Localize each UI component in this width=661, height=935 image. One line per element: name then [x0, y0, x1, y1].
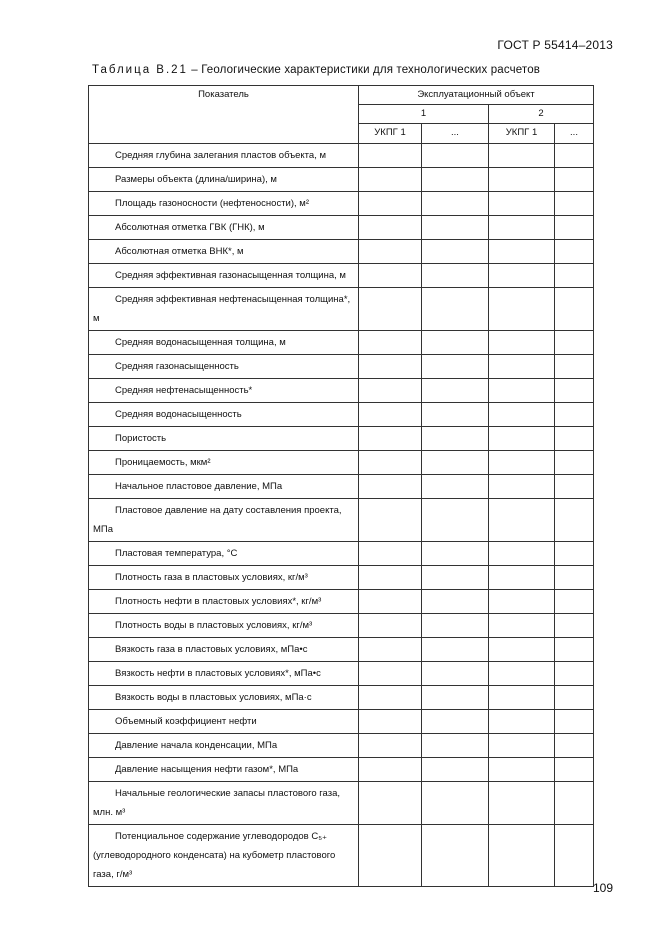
table-caption: [92, 64, 540, 76]
value-cell: [489, 264, 555, 288]
table-row: [89, 825, 594, 887]
value-cell: [422, 168, 489, 192]
indicator-label: Средняя эффективная нефтенасыщенная толщина*, м: [89, 288, 359, 331]
subheader-ukpg: УКПГ 1: [359, 124, 422, 144]
value-cell: [555, 499, 594, 542]
indicator-label: Потенциальное содержание углеводородов C₅₊ (углеводородного конденсата) на кубометр пластового газа, г/м³: [89, 825, 359, 887]
value-cell: [489, 288, 555, 331]
value-cell: [422, 614, 489, 638]
indicator-label: Давление начала конденсации, МПа: [89, 734, 359, 758]
value-cell: [359, 216, 422, 240]
indicator-label: Начальные геологические запасы пластового газа, млн. м³: [89, 782, 359, 825]
value-cell: [359, 403, 422, 427]
table-row: [89, 662, 594, 686]
value-cell: [489, 451, 555, 475]
value-cell: [359, 734, 422, 758]
value-cell: [359, 710, 422, 734]
standard-number: ГОСТ Р 55414–2013: [497, 38, 613, 52]
table-row: [89, 216, 594, 240]
value-cell: [555, 403, 594, 427]
header-indicator: Показатель: [89, 86, 359, 144]
value-cell: [555, 288, 594, 331]
header-object-1: 1: [359, 105, 489, 124]
value-cell: [422, 264, 489, 288]
value-cell: [359, 355, 422, 379]
value-cell: [359, 662, 422, 686]
value-cell: [489, 475, 555, 499]
value-cell: [422, 782, 489, 825]
value-cell: [422, 379, 489, 403]
indicator-label: Вязкость газа в пластовых условиях, мПа•с: [89, 638, 359, 662]
indicator-label: Размеры объекта (длина/ширина), м: [89, 168, 359, 192]
value-cell: [555, 192, 594, 216]
value-cell: [359, 638, 422, 662]
value-cell: [422, 216, 489, 240]
value-cell: [359, 264, 422, 288]
value-cell: [422, 475, 489, 499]
indicator-label: Давление насыщения нефти газом*, МПа: [89, 758, 359, 782]
indicator-label: Средняя водонасыщенность: [89, 403, 359, 427]
value-cell: [489, 614, 555, 638]
value-cell: [422, 734, 489, 758]
value-cell: [359, 542, 422, 566]
value-cell: [359, 168, 422, 192]
value-cell: [555, 427, 594, 451]
value-cell: [555, 240, 594, 264]
value-cell: [489, 542, 555, 566]
table-row: [89, 192, 594, 216]
value-cell: [359, 331, 422, 355]
value-cell: [555, 614, 594, 638]
value-cell: [555, 566, 594, 590]
value-cell: [359, 782, 422, 825]
value-cell: [422, 427, 489, 451]
table-row: [89, 686, 594, 710]
value-cell: [555, 144, 594, 168]
subheader-ukpg: УКПГ 1: [489, 124, 555, 144]
value-cell: [422, 499, 489, 542]
table-row: [89, 499, 594, 542]
indicator-label: Средняя нефтенасыщенность*: [89, 379, 359, 403]
value-cell: [555, 379, 594, 403]
indicator-label: Абсолютная отметка ВНК*, м: [89, 240, 359, 264]
table-row: [89, 475, 594, 499]
indicator-label: Плотность воды в пластовых условиях, кг/м³: [89, 614, 359, 638]
indicator-label: Вязкость нефти в пластовых условиях*, мПа•с: [89, 662, 359, 686]
value-cell: [555, 686, 594, 710]
indicator-label: Средняя глубина залегания пластов объекта, м: [89, 144, 359, 168]
value-cell: [359, 451, 422, 475]
value-cell: [555, 168, 594, 192]
indicator-label: Абсолютная отметка ГВК (ГНК), м: [89, 216, 359, 240]
value-cell: [489, 734, 555, 758]
value-cell: [422, 662, 489, 686]
value-cell: [489, 566, 555, 590]
value-cell: [489, 403, 555, 427]
value-cell: [489, 662, 555, 686]
value-cell: [489, 499, 555, 542]
value-cell: [555, 216, 594, 240]
subheader-ellipsis: ...: [422, 124, 489, 144]
table-row: [89, 758, 594, 782]
table-row: [89, 355, 594, 379]
value-cell: [489, 240, 555, 264]
table-row: [89, 590, 594, 614]
indicator-label: Площадь газоносности (нефтеносности), м²: [89, 192, 359, 216]
geology-table: [88, 85, 594, 887]
value-cell: [555, 638, 594, 662]
table-row: [89, 144, 594, 168]
value-cell: [555, 710, 594, 734]
indicator-label: Пористость: [89, 427, 359, 451]
value-cell: [422, 638, 489, 662]
value-cell: [555, 662, 594, 686]
value-cell: [489, 782, 555, 825]
value-cell: [555, 782, 594, 825]
value-cell: [555, 475, 594, 499]
value-cell: [359, 590, 422, 614]
value-cell: [422, 288, 489, 331]
value-cell: [555, 542, 594, 566]
table-caption-label: Таблица В.21: [92, 64, 188, 76]
value-cell: [422, 758, 489, 782]
table-row: [89, 240, 594, 264]
table-row: [89, 403, 594, 427]
value-cell: [489, 427, 555, 451]
value-cell: [489, 686, 555, 710]
indicator-label: Пластовая температура, °С: [89, 542, 359, 566]
table-row: [89, 264, 594, 288]
subheader-ellipsis: ...: [555, 124, 594, 144]
table-row: [89, 782, 594, 825]
indicator-label: Средняя газонасыщенность: [89, 355, 359, 379]
value-cell: [489, 710, 555, 734]
value-cell: [555, 264, 594, 288]
table-row: [89, 614, 594, 638]
value-cell: [489, 355, 555, 379]
value-cell: [555, 734, 594, 758]
value-cell: [359, 499, 422, 542]
table-row: [89, 710, 594, 734]
indicator-label: Вязкость воды в пластовых условиях, мПа·с: [89, 686, 359, 710]
value-cell: [555, 451, 594, 475]
value-cell: [555, 355, 594, 379]
indicator-label: Плотность нефти в пластовых условиях*, кг/м³: [89, 590, 359, 614]
indicator-label: Объемный коэффициент нефти: [89, 710, 359, 734]
value-cell: [422, 355, 489, 379]
value-cell: [555, 758, 594, 782]
value-cell: [422, 331, 489, 355]
page-number: 109: [592, 881, 613, 895]
table-row: [89, 427, 594, 451]
value-cell: [555, 331, 594, 355]
value-cell: [489, 216, 555, 240]
value-cell: [489, 638, 555, 662]
value-cell: [422, 144, 489, 168]
value-cell: [489, 825, 555, 887]
table-row: [89, 168, 594, 192]
value-cell: [422, 590, 489, 614]
header-object-2: 2: [489, 105, 594, 124]
table-row: [89, 331, 594, 355]
value-cell: [359, 614, 422, 638]
value-cell: [359, 288, 422, 331]
value-cell: [422, 451, 489, 475]
value-cell: [359, 825, 422, 887]
value-cell: [489, 192, 555, 216]
table-row: [89, 542, 594, 566]
value-cell: [359, 566, 422, 590]
indicator-label: Пластовое давление на дату составления проекта, МПа: [89, 499, 359, 542]
value-cell: [359, 758, 422, 782]
value-cell: [359, 475, 422, 499]
value-cell: [359, 427, 422, 451]
value-cell: [555, 590, 594, 614]
value-cell: [489, 331, 555, 355]
value-cell: [422, 403, 489, 427]
value-cell: [422, 542, 489, 566]
value-cell: [359, 686, 422, 710]
indicator-label: Средняя водонасыщенная толщина, м: [89, 331, 359, 355]
table-row: [89, 288, 594, 331]
value-cell: [422, 710, 489, 734]
value-cell: [489, 144, 555, 168]
indicator-label: Средняя эффективная газонасыщенная толщина, м: [89, 264, 359, 288]
table-caption-text: – Геологические характеристики для технологических расчетов: [187, 64, 541, 76]
value-cell: [555, 825, 594, 887]
value-cell: [422, 825, 489, 887]
value-cell: [422, 240, 489, 264]
header-object: Эксплуатационный объект: [359, 86, 594, 105]
table-row: [89, 451, 594, 475]
value-cell: [359, 240, 422, 264]
value-cell: [489, 590, 555, 614]
value-cell: [489, 758, 555, 782]
indicator-label: Проницаемость, мкм²: [89, 451, 359, 475]
value-cell: [489, 168, 555, 192]
table-row: [89, 379, 594, 403]
table-row: [89, 734, 594, 758]
value-cell: [359, 379, 422, 403]
table-row: [89, 566, 594, 590]
value-cell: [489, 379, 555, 403]
value-cell: [359, 144, 422, 168]
indicator-label: Плотность газа в пластовых условиях, кг/м³: [89, 566, 359, 590]
value-cell: [422, 192, 489, 216]
value-cell: [422, 566, 489, 590]
value-cell: [359, 192, 422, 216]
value-cell: [422, 686, 489, 710]
table-row: [89, 638, 594, 662]
indicator-label: Начальное пластовое давление, МПа: [89, 475, 359, 499]
